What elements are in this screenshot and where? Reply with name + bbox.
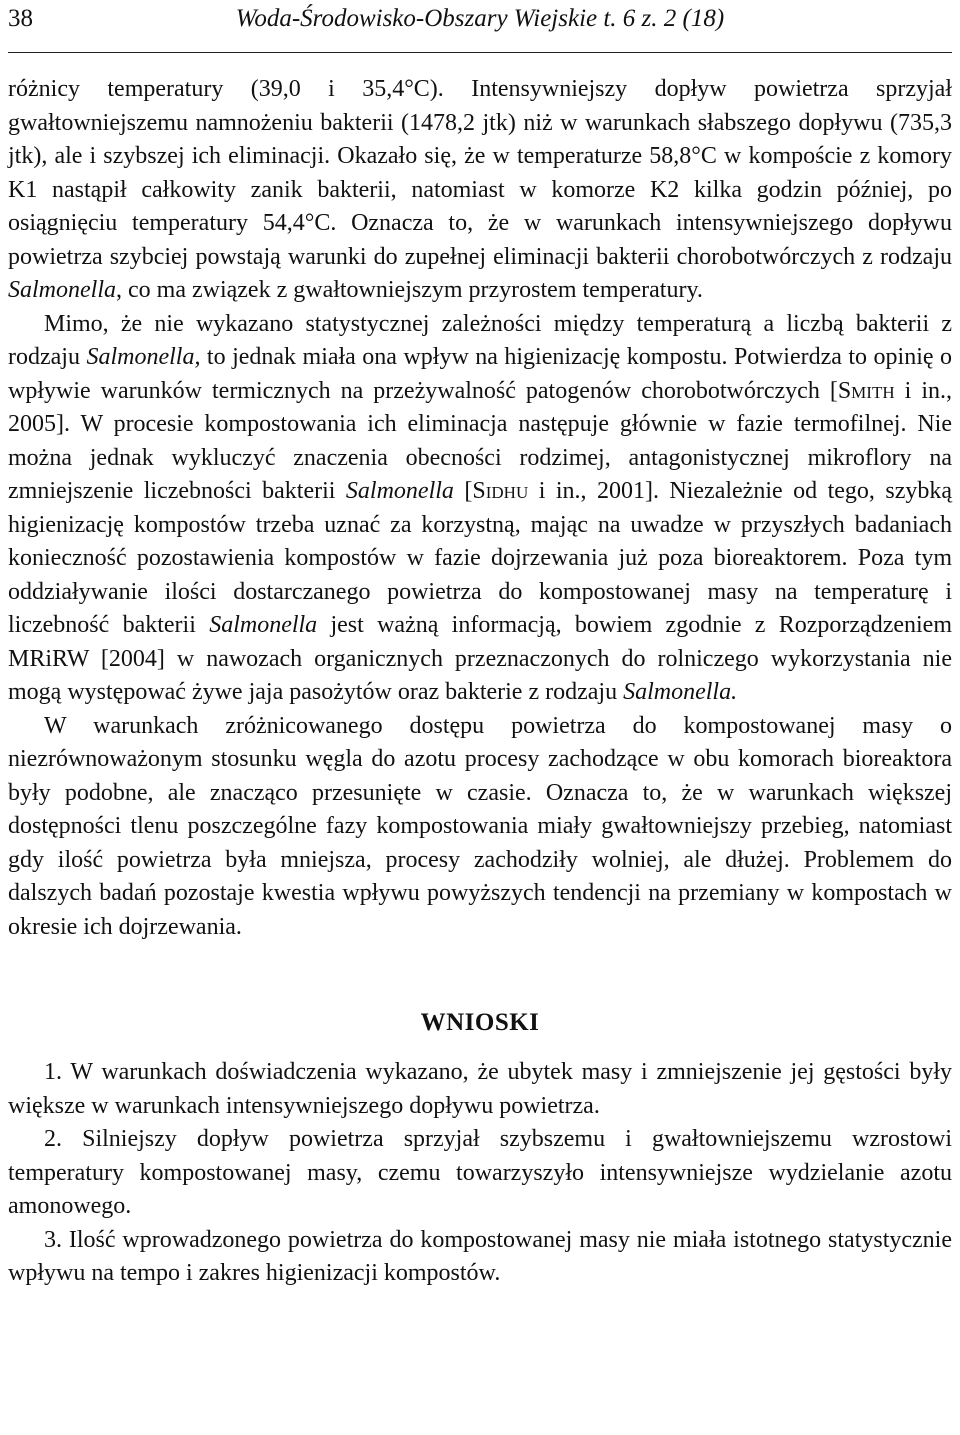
body-text — [8, 73, 952, 1291]
conclusion-item: 1. W warunkach doświadczenia wykazano, że ubytek masy i zmniejszenie jej gęstości były większe w warunkach intensywniejszego dopływu powietrza. — [8, 1059, 952, 1119]
author-name: Smith — [837, 377, 895, 404]
page-number: 38 — [8, 5, 33, 32]
text-run: różnicy temperatury (39,0 i 35,4°C). Intensywniejszy dopływ powietrza sprzyjał gwałtowniejszemu namnożeniu bakterii (1478,2 jtk) niż w warunkach słabszego dopływu (735,3 jtk), ale i szybszej ich eliminacji. Okazało się, że w temperaturze 58,8°C w kompoście z komory K1 nastąpił całkowity zanik bakterii, natomiast w komorze K2 kilka godzin później, po osiągnięciu temperatury 54,4°C. Oznacza to, że w warunkach intensywniejszego dopływu powietrza szybciej powstają warunki do zupełnej eliminacji bakterii chorobotwórczych z rodzaju — [8, 76, 952, 270]
text-run: W warunkach zróżnicowanego dostępu powietrza do kompostowanej masy o niezrównoważonym stosunku węgla do azotu procesy zachodzące w obu komorach bioreaktora były podobne, ale znacząco przesunięte w czasie. Oznacza to, że w warunkach większej dostępności tlenu poszczególne fazy kompostowania miały gwałtowniejszy przebieg, natomiast gdy ilość powietrza była mniejsza, procesy zachodziły wolniej, ale dłużej. Problemem do dalszych badań pozostaje kwestia wpływu powyższych tendencji na przemiany w kompostach w okresie ich dojrzewania. — [8, 712, 952, 940]
running-header — [8, 0, 952, 53]
italic-text: Salmonella — [8, 277, 116, 303]
text-run: jest ważną informacją, bowiem zgodnie z Rozporządzeniem MRiRW [2004] w nawozach organicznych przeznaczonych do rolniczego wykorzystania nie mogą występować żywe jaja pasożytów oraz bakterie z rodzaju — [8, 612, 952, 705]
paragraph — [8, 308, 952, 710]
section-heading-conclusions: WNIOSKI — [420, 1009, 540, 1036]
text-run: [ — [453, 478, 473, 504]
italic-text: Salmonella — [209, 612, 318, 638]
author-name: Sidhu — [472, 478, 529, 504]
text-run: to jednak miała ona wpływ na higienizację kompostu. Potwierdza to opinię o wpływie warunków termicznych na przeżywalność patogenów chorobotwórczych [ — [8, 344, 952, 404]
italic-text: Salmonella. — [623, 679, 738, 705]
italic-text: Salmonella, — [86, 344, 201, 370]
italic-text: Salmonella — [345, 478, 454, 504]
text-run: Mimo, że nie wykazano statystycznej zależności między temperaturą a liczbą bakterii z rodzaju — [8, 310, 952, 370]
text-run: i in., 2001]. Niezależnie od tego, szybką higienizację kompostów trzeba uznać za korzystną, mając na uwadze w przyszłych badaniach konieczność pozostawienia kompostów w fazie dojrzewania już poza bioreaktorem. Poza tym oddziaływanie ilości dostarczanego powietrza do kompostowanej masy na temperaturę i liczebność bakterii — [8, 478, 953, 638]
text-run: , co ma związek z gwałtowniejszym przyrostem temperatury. — [116, 277, 703, 303]
conclusion-item: 3. Ilość wprowadzonego powietrza do kompostowanej masy nie miała istotnego statystycznie wpływu na tempo i zakres higienizacji kompostów. — [8, 1226, 952, 1286]
paragraph — [8, 73, 952, 308]
journal-title: Woda-Środowisko-Obszary Wiejskie t. 6 z. 2 (18) — [235, 5, 725, 32]
paper-page — [8, 0, 952, 1291]
text-run: i in., 2005]. W procesie kompostowania ich eliminacja następuje głównie w fazie termofilnej. Nie można jednak wykluczyć znaczenia obecności rodzimej, antagonistycznej mikroflory na zmniejszenie liczebności bakterii — [8, 377, 952, 504]
conclusion-item: 2. Silniejszy dopływ powietrza sprzyjał szybszemu i gwałtowniejszemu wzrostowi temperatury kompostowanej masy, czemu towarzyszyło intensywniejsze wydzielanie azotu amonowego. — [8, 1126, 952, 1219]
paragraph — [8, 710, 952, 945]
